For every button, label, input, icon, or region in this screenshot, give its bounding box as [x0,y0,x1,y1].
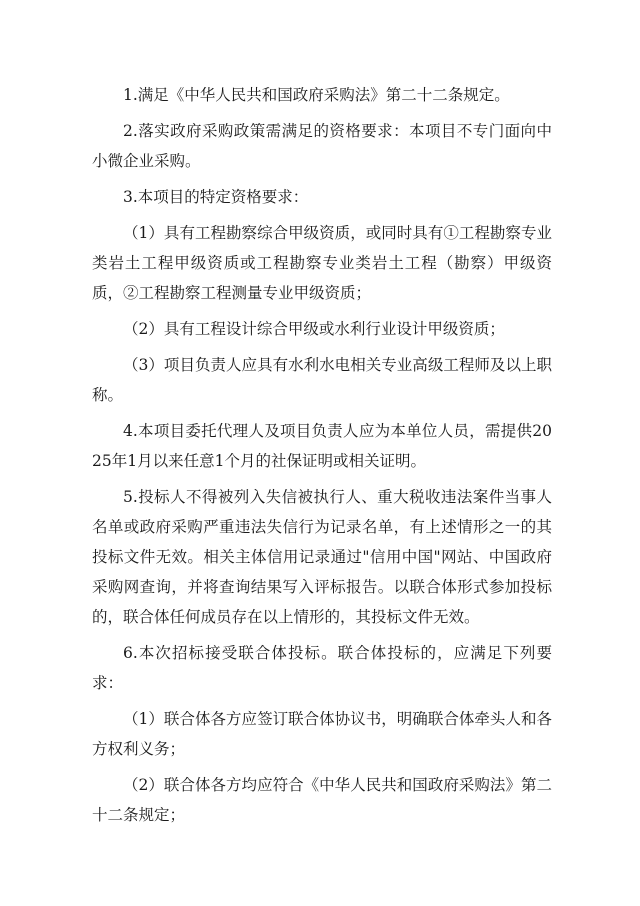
paragraph-6-1: （1）联合体各方应签订联合体协议书，明确联合体牵头人和各方权利义务； [92,710,552,758]
paragraph-3-3: （3）项目负责人应具有水利水电相关专业高级工程师及以上职称。 [92,356,552,404]
paragraph-5: 5.投标人不得被列入失信被执行人、重大税收违法案件当事人名单或政府采购严重违法失信行为记录名单，有上述情形之一的其投标文件无效。相关主体信用记录通过"信用中国"网站、中国政府采购网查询，并将查询结果写入评标报告。以联合体形式参加投标的，联合体任何成员存在以上情形的，其投标文件无效。 [92,488,552,626]
paragraph-6-2: （2）联合体各方均应符合《中华人民共和国政府采购法》第二十二条规定； [92,776,552,824]
document-body [92,80,552,836]
paragraph-6: 6.本次招标接受联合体投标。联合体投标的，应满足下列要求： [92,644,552,692]
paragraph-3-2: （2）具有工程设计综合甲级或水利行业设计甲级资质； [123,320,505,338]
paragraph-4: 4.本项目委托代理人及项目负责人应为本单位人员，需提供2025年1月以来任意1个月的社保证明或相关证明。 [92,422,552,470]
paragraph-1: 1.满足《中华人民共和国政府采购法》第二十二条规定。 [123,86,510,104]
paragraph-3-1: （1）具有工程勘察综合甲级资质，或同时具有①工程勘察专业类岩土工程甲级资质或工程勘察专业类岩土工程（勘察）甲级资质，②工程勘察工程测量专业甲级资质； [92,224,552,302]
paragraph-2: 2.落实政府采购政策需满足的资格要求：本项目不专门面向中小微企业采购。 [92,122,552,170]
paragraph-3: 3.本项目的特定资格要求： [123,188,309,206]
